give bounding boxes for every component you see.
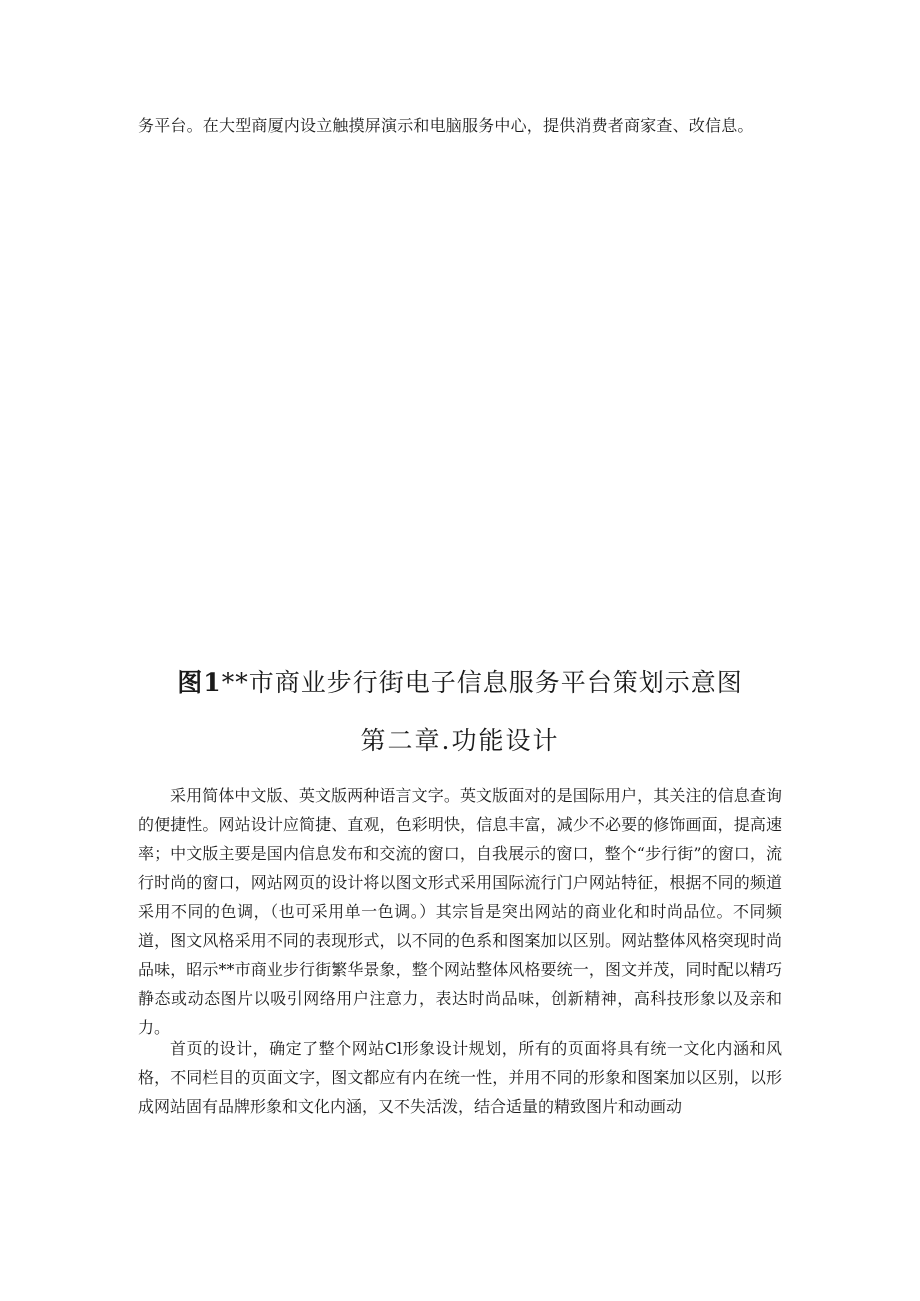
continued-text-line: 务平台。在大型商厦内设立触摸屏演示和电脑服务中心，提供消费者商家查、改信息。 bbox=[138, 116, 754, 135]
figure-caption bbox=[0, 665, 920, 701]
paragraph-homepage-design: 首页的设计，确定了整个网站Cl形象设计规划，所有的页面将具有统一文化内涵和风格，不同栏目的页面文字，图文都应有内在统一性，并用不同的形象和图案加以区别，以形成网站固有品牌形象和文化内涵，又不失活泼，结合适量的精致图片和动画动 bbox=[138, 1039, 782, 1116]
figure-placeholder bbox=[138, 160, 782, 640]
figure-caption-text: **市商业步行街电子信息服务平台策划示意图 bbox=[221, 668, 743, 697]
chapter-title: 第二章.功能设计 bbox=[360, 726, 560, 755]
figure-number: 图1 bbox=[177, 668, 222, 697]
paragraph-language-design: 采用简体中文版、英文版两种语言文字。英文版面对的是国际用户，其关注的信息查询的便捷性。网站设计应简捷、直观，色彩明快，信息丰富，减少不必要的修饰画面，提高速率；中文版主要是国内信息发布和交流的窗口，自我展示的窗口，整个“步行街”的窗口，流行时尚的窗口，网站网页的设计将以图文形式采用国际流行门户网站特征，根据不同的频道采用不同的色调，（也可采用单一色调。）其宗旨是突出网站的商业化和时尚品位。不同频道，图文风格采用不同的表现形式，以不同的色系和图案加以区别。网站整体风格突现时尚品味，昭示**市商业步行街繁华景象，整个网站整体风格要统一，图文并茂，同时配以精巧静态或动态图片以吸引网络用户注意力，表达时尚品味，创新精神，高科技形象以及亲和力。 bbox=[138, 786, 782, 1037]
